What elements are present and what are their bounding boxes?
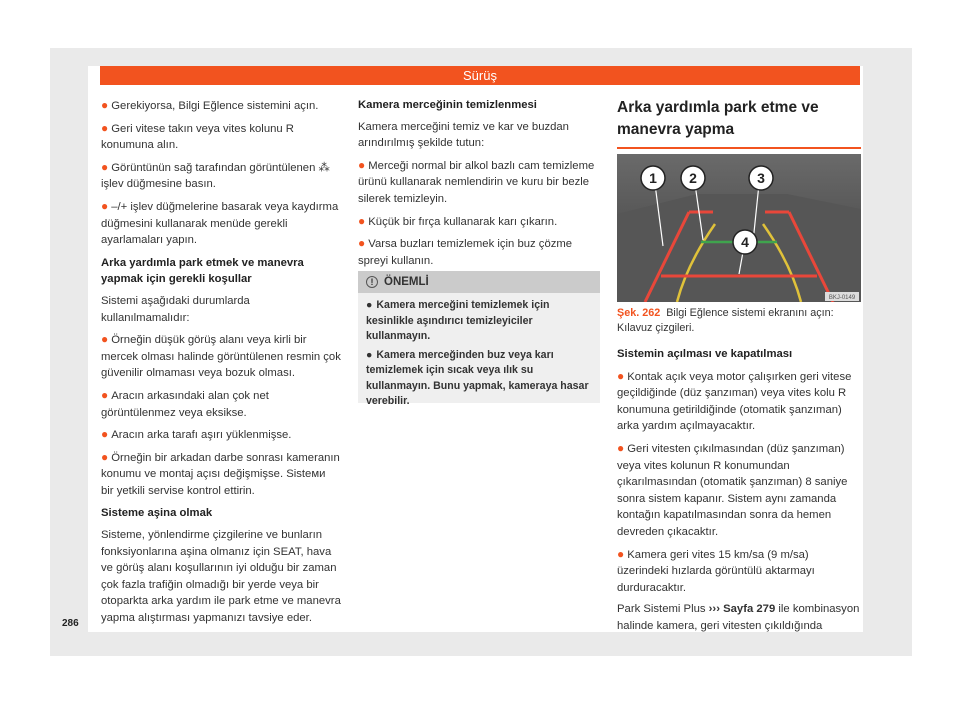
svg-text:2: 2 bbox=[689, 170, 697, 186]
bullet-icon: ● bbox=[101, 332, 109, 347]
bullet-icon: ● bbox=[617, 546, 625, 561]
paragraph: Sistemi aşağıdaki durumlarda kullanılmamalıdır: bbox=[101, 294, 250, 324]
bullet-icon: ● bbox=[358, 157, 366, 172]
page-number: 286 bbox=[62, 618, 79, 629]
rear-camera-illustration bbox=[617, 154, 861, 302]
marker-4 bbox=[733, 230, 757, 254]
page-title: Arka yardımla park etme ve manevra yapma bbox=[617, 97, 861, 149]
marker-1 bbox=[641, 166, 665, 190]
notice-title: ÖNEMLİ bbox=[384, 276, 429, 288]
marker-3 bbox=[749, 166, 773, 190]
bullet-icon: ● bbox=[617, 440, 625, 455]
list-item: ● Örneğin bir arkadan darbe sonrası kameranın konumu ve montaj açısı değişmişse. Sisteми bir yetkili servise kontrol ettirin. bbox=[101, 449, 340, 497]
bullet-icon: ● bbox=[101, 120, 109, 135]
caption-label: Şek. 262 bbox=[617, 307, 661, 319]
bullet-icon: ● bbox=[366, 299, 373, 311]
column-2 bbox=[358, 97, 599, 274]
bullet-icon: ● bbox=[366, 348, 373, 361]
marker-2 bbox=[681, 166, 705, 190]
bullet-icon: ● bbox=[101, 98, 109, 112]
bullet-icon: ● bbox=[101, 198, 109, 213]
list-item: ● Geri vitesten çıkılmasından (düz şanzıman) veya vites kolunun R konumundan çıkarılmasından (otomatik şanzıman) 8 saniye sonra sistem kapanır. Sistem aynı zamanda kontağın kapatılmasından sonra da hemen devreden çıkacaktır. bbox=[617, 440, 848, 538]
list-item: ● –/+ işlev düğmelerine basarak veya kaydırma düğmesini kullanarak menüde gerekli ayarlamaları yapın. bbox=[101, 198, 339, 247]
section-header: Sürüş bbox=[100, 66, 860, 85]
notice-header bbox=[358, 271, 600, 293]
column-3-body bbox=[617, 346, 861, 640]
bullet-icon: ● bbox=[617, 368, 625, 383]
svg-text:4: 4 bbox=[741, 234, 749, 250]
caption-text: Bilgi Eğlence sistemi ekranını açın: Kılavuz çizgileri. bbox=[617, 307, 834, 334]
section-heading: Sisteme aşina olmak bbox=[101, 507, 213, 520]
list-item: ● Kamera merceğini temizlemek için kesinlikle aşındırıcı temizleyiciler kullanmayın. bbox=[366, 299, 550, 342]
paragraph: Kamera merceğini temiz ve kar ve buzdan arındırılmış şekilde tutun: bbox=[358, 120, 569, 150]
list-item: ● Kamera merceğinden buz veya karı temizlemek için sıcak veya ılık su kullanmayın. Bunu yapmak, kameraya hasar verebilir. bbox=[366, 348, 589, 407]
bullet-icon: ● bbox=[101, 159, 109, 174]
bullet-icon: ● bbox=[101, 427, 109, 442]
bullet-icon: ● bbox=[101, 449, 109, 464]
list-item: ● Geri vitese takın veya vites kolunu R konumuna alın. bbox=[101, 120, 294, 152]
figure-caption bbox=[617, 306, 861, 336]
section-heading: Arka yardımla park etmek ve manevra yapmak için gerekli koşullar bbox=[101, 256, 304, 286]
svg-text:1: 1 bbox=[649, 170, 657, 186]
list-item: ● Merceği normal bir alkol bazlı cam temizleme ürünü kullanarak nemlendirin ve kuru bir bezle silerek temizleyin. bbox=[358, 157, 595, 205]
list-item: ● Aracın arka tarafı aşırı yüklenmişse. bbox=[101, 427, 292, 442]
bullet-icon: ● bbox=[358, 213, 366, 228]
page-reference-link[interactable]: ››› Sayfa 279 bbox=[708, 603, 776, 616]
figure-code: BKJ-0149 bbox=[828, 295, 856, 301]
paragraph: Sisteme, yönlendirme çizgilerine ve bunların fonksiyonlarına aşina olmanız için SEAT, hava ve görüş alanı koşullarının iyi olduğu bir zaman çok fazla trafiğin olmadığı bir yerde veya bir otoparkta arka yardım ile park etme ve manevra yapma alıştırması yapmanızı tavsiye eder. bbox=[101, 529, 341, 625]
section-heading: Kamera merceğinin temizlenmesi bbox=[358, 99, 537, 111]
section-heading: Sistemin açılması ve kapatılması bbox=[617, 348, 793, 360]
list-item: ● Küçük bir fırça kullanarak karı çıkarın. bbox=[358, 213, 558, 228]
list-item: ● Gerekiyorsa, Bilgi Eğlence sistemini açın. bbox=[101, 98, 319, 112]
warning-circle-icon: ! bbox=[366, 276, 378, 288]
figure-rear-camera bbox=[617, 154, 861, 302]
svg-text:3: 3 bbox=[757, 170, 765, 186]
list-item: ● Kontak açık veya motor çalışırken geri vitese geçildiğinde (düz şanzıman) veya vites kolu R konumuna getirildiğinde (otomatik şanzıman) arka yardım açılmayacaktır. bbox=[617, 368, 852, 433]
list-item: ● Aracın arkasındaki alan çok net görüntülenmez veya eksikse. bbox=[101, 387, 269, 419]
bullet-icon: ● bbox=[101, 387, 109, 402]
bullet-icon: ● bbox=[358, 236, 366, 251]
important-notice bbox=[358, 271, 600, 407]
list-item: ● Örneğin düşük görüş alanı veya kirli bir mercek olması halinde görüntülenen resmin çok güvenilir olmaması veya bozuk olması. bbox=[101, 332, 341, 380]
list-item: ● Görüntünün sağ tarafından görüntülenen ⁂ işlev düğmesine basın. bbox=[101, 159, 330, 191]
list-item: ● Kamera geri vites 15 km/sa (9 m/sa) üzerindeki hızlarda görüntülü aktarmayı durduracaktır. bbox=[617, 546, 815, 594]
list-item: ● Varsa buzları temizlemek için buz çözme spreyi kullanın. bbox=[358, 236, 573, 267]
column-1 bbox=[101, 97, 341, 632]
paragraph: Park Sistemi Plus ››› Sayfa 279 ile kombinasyon halinde kamera, geri vitesten çıkıldığında bbox=[617, 603, 860, 632]
notice-body bbox=[358, 293, 600, 410]
